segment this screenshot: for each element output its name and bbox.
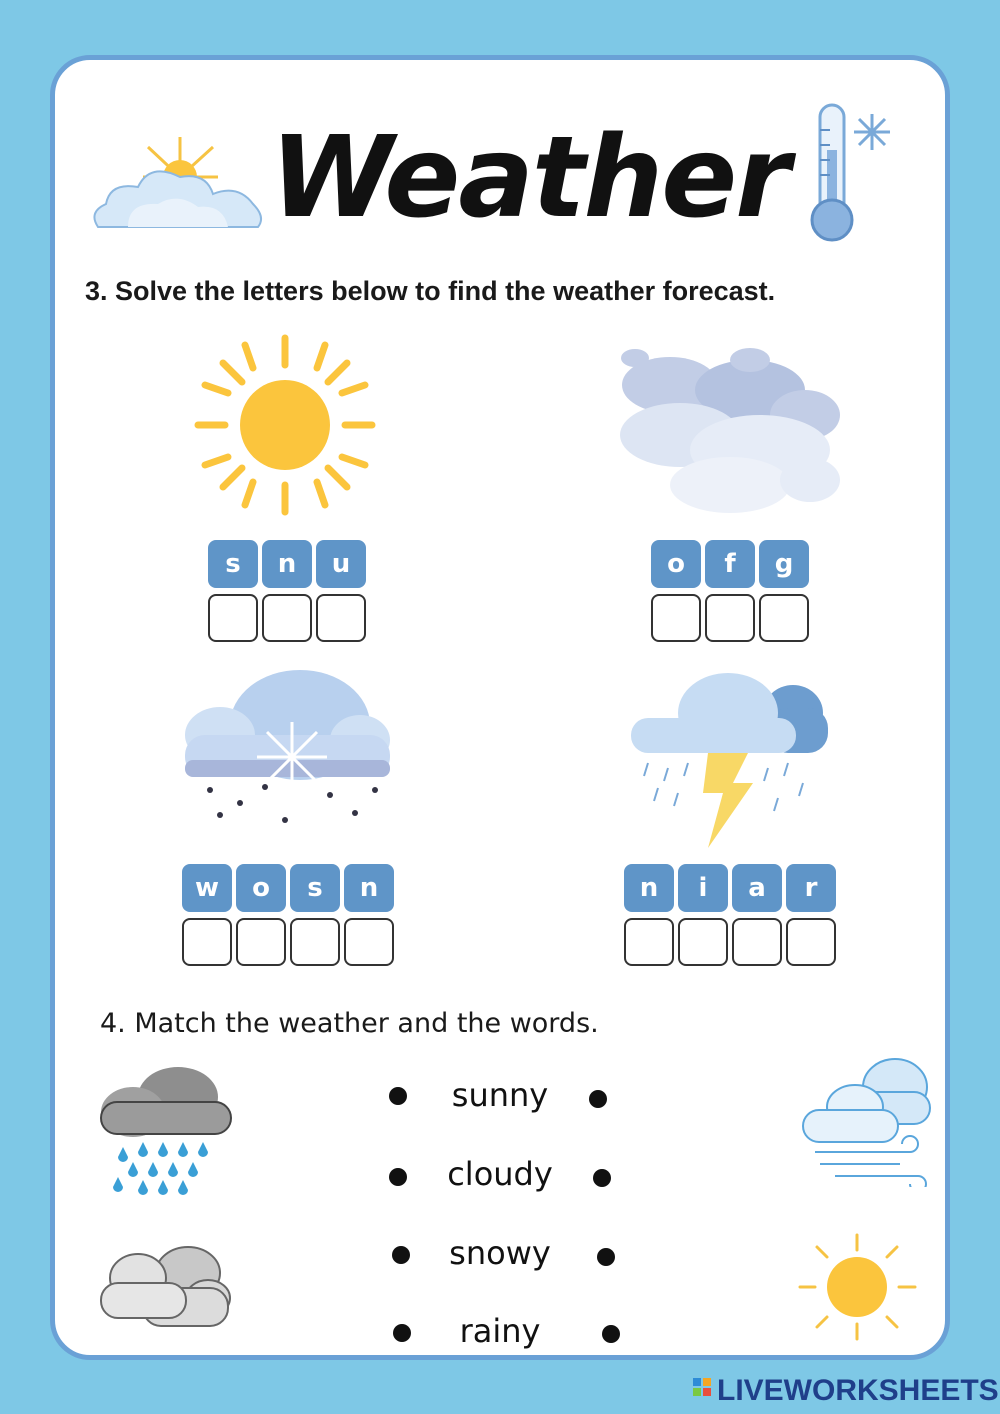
letter-tile: o [236, 864, 286, 912]
brand-name: LIVEWORKSHEETS [717, 1374, 999, 1407]
letter-tile: r [786, 864, 836, 912]
answer-box[interactable] [316, 594, 366, 642]
match-word: rainy [459, 1312, 541, 1350]
answer-box[interactable] [624, 918, 674, 966]
scrambled-letters-1 [208, 540, 366, 588]
letter-tile: f [705, 540, 755, 588]
match-word: sunny [451, 1076, 549, 1114]
snow-cloud-icon [180, 665, 395, 835]
answer-box[interactable] [732, 918, 782, 966]
sun-behind-cloud-icon [88, 132, 266, 236]
letter-tile: a [732, 864, 782, 912]
answer-box[interactable] [759, 594, 809, 642]
exercise-3-instruction: 3. Solve the letters below to find the weather forecast. [85, 276, 776, 306]
answer-boxes-1 [208, 594, 366, 642]
letter-tile: n [344, 864, 394, 912]
letter-tile: n [624, 864, 674, 912]
answer-box[interactable] [208, 594, 258, 642]
letter-tile: u [316, 540, 366, 588]
letter-tile: g [759, 540, 809, 588]
exercise-4-instruction: 4. Match the weather and the words. [100, 1008, 599, 1039]
letter-tile: o [651, 540, 701, 588]
fog-cloud-icon [610, 340, 845, 520]
liveworksheets-logo [693, 1374, 999, 1408]
answer-box[interactable] [786, 918, 836, 966]
answer-box[interactable] [290, 918, 340, 966]
answer-box[interactable] [182, 918, 232, 966]
letter-tile: n [262, 540, 312, 588]
answer-box[interactable] [236, 918, 286, 966]
match-dot-right[interactable] [597, 1248, 615, 1266]
sun-icon [190, 330, 380, 520]
match-dot-right[interactable] [593, 1169, 611, 1187]
letter-tile: i [678, 864, 728, 912]
liveworksheets-logo-icon [693, 1376, 713, 1404]
match-dot-right[interactable] [602, 1325, 620, 1343]
letter-tile: s [208, 540, 258, 588]
answer-boxes-4 [624, 918, 836, 966]
thermometer-icon [790, 100, 900, 245]
page-title: Weather [270, 113, 789, 243]
scrambled-letters-4 [624, 864, 836, 912]
answer-box[interactable] [678, 918, 728, 966]
answer-boxes-3 [182, 918, 394, 966]
match-dot-right[interactable] [589, 1090, 607, 1108]
cloudy-icon [98, 1238, 233, 1333]
windy-cloud-icon [800, 1052, 938, 1187]
letter-tile: s [290, 864, 340, 912]
match-word: cloudy [447, 1155, 553, 1193]
answer-box[interactable] [262, 594, 312, 642]
scrambled-letters-2 [651, 540, 809, 588]
answer-box[interactable] [651, 594, 701, 642]
answer-boxes-2 [651, 594, 809, 642]
match-word: snowy [449, 1234, 551, 1272]
letter-tile: w [182, 864, 232, 912]
answer-box[interactable] [705, 594, 755, 642]
rain-storm-cloud-icon [628, 668, 833, 858]
rain-cloud-icon [98, 1062, 238, 1197]
answer-box[interactable] [344, 918, 394, 966]
sun-icon [795, 1232, 920, 1342]
scrambled-letters-3 [182, 864, 394, 912]
